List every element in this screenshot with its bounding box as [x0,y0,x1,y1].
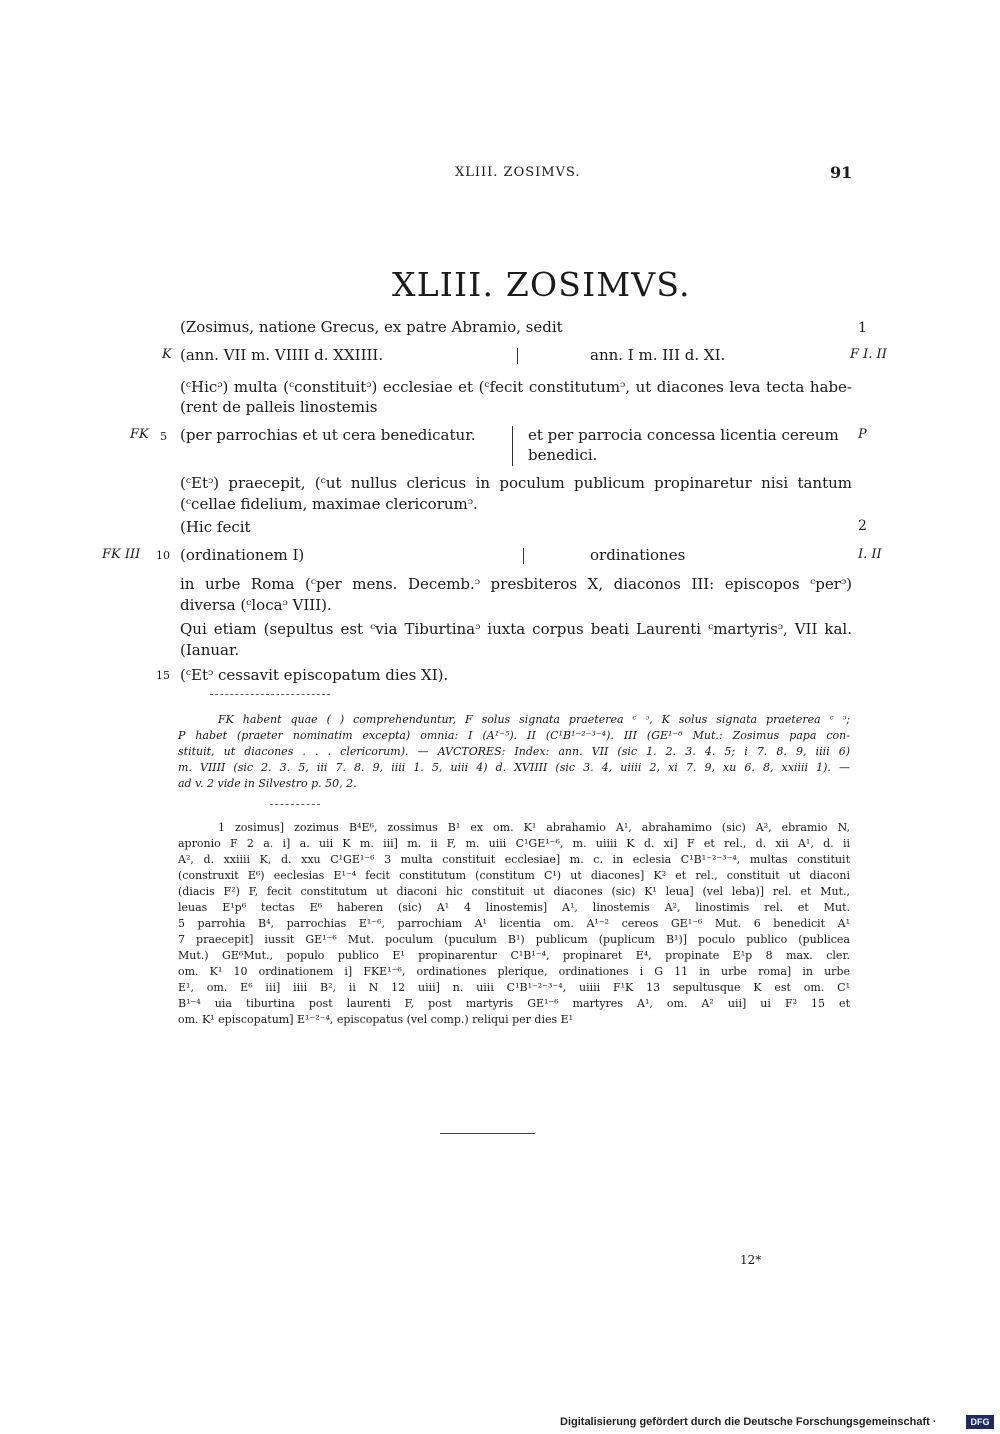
printer-signature: 12* [740,1253,762,1267]
text-line-6: (ᶜEtᵓ) praecepit, (ᶜut nullus clericus in poculum publicum propinaretur nisi tantum [180,474,852,492]
text-line-9-left: (ordinationem I) [180,546,305,564]
sources-line: stituit, ut diacones . . . clericorum). — AVCTORES: Index: ann. VII (sic 1. 2. 3. 4. 5; i 7. 8. 9, iiii 6) [178,745,850,758]
apparatus-line: B¹⁻⁴ uia tiburtina post laurenti F, post martyris GE¹⁻⁶ martyres A¹, om. A² uii] ui F² 15 et [178,997,850,1010]
line-number-5: 5 [160,430,167,443]
apparatus-line: om. K¹ 10 ordinationem i] FKE¹⁻⁶, ordinationes plerique, ordinationes i G 11 in urbe roma] in urbe [178,965,850,978]
page-number: 91 [830,163,853,182]
text-line-7: (ᶜcellae fidelium, maximae clericorumᵓ. [180,495,478,513]
line-number-10: 10 [156,549,170,562]
text-line-1: (Zosimus, natione Grecus, ex patre Abramio, sedit [180,318,563,336]
text-line-2-left: (ann. VII m. VIIII d. XXIIII. [180,346,384,364]
column-divider [517,348,518,364]
siglum-right: P [858,427,867,442]
column-divider [523,548,524,564]
apparatus-line: leuas E¹p⁶ tectas E⁶ haberen (sic) A¹ 4 linostemis] A¹, linostemis A², linostimis rel. et Mut. [178,901,850,914]
separator-rule [210,694,330,696]
text-line-14: (ᶜEtᵓ cessavit episcopatum dies XI). [180,666,449,684]
text-line-4: (rent de palleis linostemis [180,398,378,416]
text-line-11: diversa (ᶜlocaᵓ VIII). [180,596,332,614]
margin-number-1: 1 [858,320,867,336]
apparatus-line: Mut.) GE⁶Mut., populo publico E¹ propinarentur C¹B¹⁻⁴, propinaret E⁴, propinate E¹p 8 max. cler. [178,949,850,962]
separator-rule [270,804,320,806]
siglum-right: F I. II [850,347,887,362]
siglum-right: I. II [858,547,882,562]
sources-line: FK habent quae ( ) comprehenduntur, F solus signata praeterea ᶜ ᵓ, K solus signata praeterea ᶜ ᵓ; [218,713,850,726]
text-line-3: (ᶜHicᵓ) multa (ᶜconstituitᵓ) ecclesiae et (ᶜfecit constitutumᵓ, ut diacones leva tecta habe- [180,378,852,396]
running-head: XLIII. ZOSIMVS. [455,165,581,180]
apparatus-line: A², d. xxiiii K, d. xxu C¹GE¹⁻⁶ 3 multa constituit ecclesiae] m. c. in eclesia C¹B¹⁻²⁻³⁻⁴, multas constituit [178,853,850,866]
apparatus-line: E¹, om. E⁶ iii] iiii B², ii N 12 uiii] n. uiii C¹B¹⁻²⁻³⁻⁴, uiiii F¹K 13 sepultusque K est om. C¹ [178,981,850,994]
text-line-2-right: ann. I m. III d. XI. [590,346,726,364]
sources-line: ad v. 2 vide in Silvestro p. 50, 2. [178,777,357,790]
apparatus-line: om. K¹ episcopatum] E¹⁻²⁻⁴, episcopatus (vel comp.) reliqui per dies E¹ [178,1013,574,1026]
digitization-credit: Digitalisierung gefördert durch die Deutsche Forschungsgemeinschaft · [560,1416,937,1428]
text-line-5-right-a: et per parrocia concessa licentia cereum [528,426,839,444]
apparatus-line: 5 parrohia B⁴, parrochias E¹⁻⁶, parrochiam A¹ licentia om. A¹⁻² cereos GE¹⁻⁶ Mut. 6 benedicit A¹ [178,917,850,930]
sources-line: m. VIIII (sic 2. 3. 5, iii 7. 8. 9, iiii 1. 5, uiii 4) d. XVIIII (sic 3. 4, uiiii 2, xi 7. 9, xu 6. 8, xxiiii 1). — [178,761,850,774]
sources-line: P habet (praeter nominatim excepta) omnia: I (A¹⁻⁵). II (C¹B¹⁻²⁻³⁻⁴). III (GE¹⁻⁶ Mut.: Zosimus papa con- [178,729,850,742]
text-line-8: (Hic fecit [180,518,251,536]
apparatus-line: apronio F 2 a. i] a. uii K m. iii] m. ii F, m. uiii C¹GE¹⁻⁶, m. uiiii K d. xi] F et rel., d. xii A¹, d. ii [178,837,850,850]
end-rule [440,1133,535,1134]
siglum-left: FK III [102,547,141,562]
column-divider [512,426,513,466]
apparatus-line: (construxit E⁶) eeclesias E¹⁻⁴ fecit constitutum (constitum C¹) ut diacones] K² et rel., constituit ut diaconi [178,869,850,882]
apparatus-line: (diacis F²) F, fecit constitutum ut diaconi hic constituit ut diacones (sic) K¹ leua] (vel leba)] rel. et Mut., [178,885,850,898]
line-number-15: 15 [156,669,170,682]
text-line-5-left: (per parrochias et ut cera benedicatur. [180,426,476,444]
text-line-13: (Ianuar. [180,641,240,659]
siglum-left: K [162,347,172,362]
margin-number-2: 2 [858,518,867,534]
chapter-title: XLIII. ZOSIMVS. [392,265,691,304]
apparatus-line: 1 zosimus] zozimus B⁴E⁶, zossimus B¹ ex om. K¹ abrahamio A¹, abrahamimo (sic) A², ebramio N, [218,821,850,834]
apparatus-line: 7 praecepit] iussit GE¹⁻⁶ Mut. poculum (puculum B¹) publicum (puplicum B¹)] poculo publico (publicea [178,933,850,946]
text-line-9-right: ordinationes [590,546,686,564]
text-line-10: in urbe Roma (ᶜper mens. Decemb.ᵓ presbiteros X, diaconos III: episcopos ᶜperᵓ) [180,575,852,593]
text-line-5-right-b: benedici. [528,446,598,464]
dfg-logo: DFG [966,1415,994,1429]
text-line-12: Qui etiam (sepultus est ᶜvia Tiburtinaᵓ iuxta corpus beati Laurenti ᶜmartyrisᵓ, VII kal. [180,620,852,638]
siglum-left: FK [130,427,149,442]
